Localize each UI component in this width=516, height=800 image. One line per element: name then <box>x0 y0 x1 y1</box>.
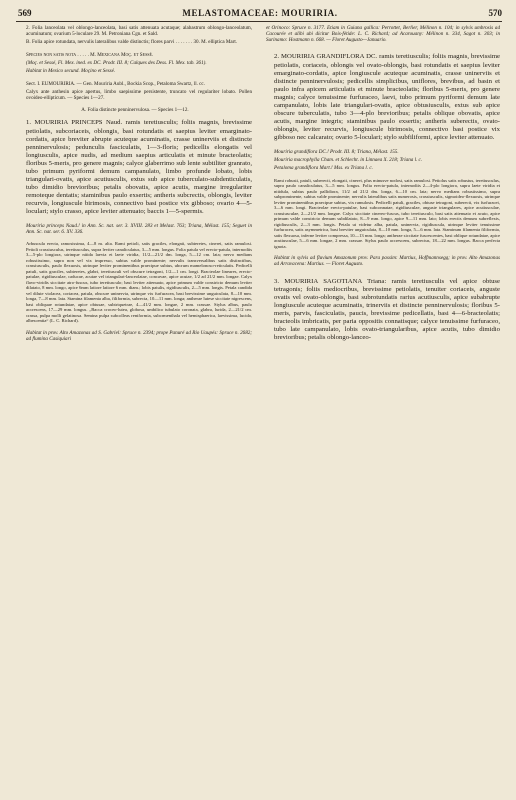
species-2-ref-a: Mouriria grandiflora DC.! Prodr. III. 8; Triana, Mélast. 155. <box>274 148 399 155</box>
species-3-description: 3. MOURIRIA SAGOTIANA Triana: ramis teretiusculis vel apice obtuse tetragonis; foliis mediocribus, brevissime petiolatis, tenuiter coriaceis, anguste ovatis vel ovato-oblongis, basi subrotundatis rarius acutiusculis, apice subabrupte longiuscule acuteque acuminatis, trinerviis et distincte penninervulosis; floribus 5-meris, parvis, fasciculatis, paucis, brevissime pedicellatis, basi 4—6-bracteolatis; bracteolis imbricatis, per paria oppositis connatisque; calyce tenuissime furfuraceo, tubo late campanulato, lobis ovato-triangularibus, apice acutis, tubo dimidio brevioribus; petalis oblongo-lanceo- <box>274 277 500 342</box>
species-uncertain: Species non satis nota . . . . . M. Mexicana Moç. et Sessé. <box>26 51 154 58</box>
header-rule <box>16 21 502 22</box>
key-item-2: 2. Folia lanceolata vel oblongo-lanceolata, basi satis attenuata acutaque; alabastrum oblongo-lanceolatum, acuminatum; ovarium 5-loculare 29. M. Petroniana Cgn. et Sald. <box>26 25 252 38</box>
species-1-references: Mouriria princeps Naud.! in Ann. Sc. nat. ser. 3. XVIII. 283 et Melast. 763; Triana, Mélast. 155; Seguet in Ann. Sc. nat. ser. 6. XV. 336. <box>26 222 252 235</box>
species-2-details: Rami robusti, patuli, suberecti, elongati, cinerei, plus minusve nodosi, satis ramulosi. Petiolus satis robustus, teretiusculus, supra paulo canaliculatus, 3—5 mm. longus. Folia erecto-patula, internodiis 2—4-plo longiora, supra laete viridia et nitidula, subtus paulo pallidiora, 11/2 ad 21/2 dm. longa, 6—10 cm. lata; nervo medians robustissimo, supra subprominente, subtus valde prominente; nervulis lateralibus satis numerosis, crassiusculis, sigmoideo-flexuosis, utrinque leviter prominentibus praecipue subtus, vix ramulosis. Pedicelli patuli, graciles, obtuse tetragoni, suberecti, vix furfuracei, 3—6 mm. longi. Bracteolae erecto-patulae, basi subconnatae, rigidiusculae, anguste triangulares, apice acutiusculae, crassiusculae, 2—21/2 mm. longae. Calyx siccitate cinereo-fuscus, tubo teretiusculo, basi satis attenuato et acuto, apice primum valde constricto demum subdilatato, 8—9 mm. longo, apice 9—11 mm. lato; lobis erectis demum subreflexis, rigidiusculis, 2—3 mm. longis. Petala ut videtur alba, patula, uninervia, rigidiuscula, utrinque leviter tenuissime furfuracea, satis asymmetrica, basi breviter unguiculata, 8—10 mm. longa, 5—6 mm. lata. Staminum filamenta filiformia, satis flexuosa, inferne leviter compressa, 10—13 mm. longa; antherae siccitate fuscescentes, basi oblique rotundatae, apice acutiusculae, 5—6 mm. longae, 2 mm. crassae. Stylus paulo accrescens, subrectus, 18—22 mm. longus. Bacca perfecta ignota. <box>274 177 500 249</box>
left-column <box>18 25 252 344</box>
subsection-heading: A. Folia distincte penninervulosa. — Species 1—12. <box>81 107 189 114</box>
section-description: Calyx ante anthesin apice apertus, limbo saepissime persistente, truncato vel regulariter lobato. Pollen ovoideo-ellipticum. — Species 1—27. <box>26 88 252 101</box>
right-page-number: 570 <box>488 8 502 18</box>
species-2-ref-b: Mouriria macrophylla Cham. et Schlecht. in Linnaea X. 218; Triana l. c. <box>274 156 423 163</box>
section-heading: Sect. I. EUMOURIRIA. — Gen. Mouriria Aubl., Bockia Scop., Petaloma Swartz, ll. cc. <box>26 80 205 87</box>
species-uncertain-habitat: Habitat in Mexico secund. Moçino et Sessé. <box>26 68 116 75</box>
left-page-number: 569 <box>18 8 32 18</box>
species-2-ref-c: Petaloma grandiflora Mart.! Mss. ex Triana l. c. <box>274 165 373 172</box>
page-header <box>18 8 502 20</box>
species-1-habitat-cont: et Orinoco: Spruce n. 3177. Etiam in Guiana gallica: Perrottet, Berlier, Mélinon n. 104; in sylvis umbrosis ad Cacourée et alibi ubi dicitur Bois-fétide: L. C. Richard; ad Acarouany: Mélinon n. 334, Sagot n. 303; in Surinamo: Hostmann n. 668. — Floret Augusto—Januario. <box>266 25 500 44</box>
species-1-description: 1. MOURIRIA PRINCEPS Naud. ramis teretiusculis; foliis magnis, brevissime petiolatis, subcoriaceis, oblongis, basi rotundatis et saepius leviter emarginato-cordatis, apice breviter abrupte acuteque acuminatis, crasse uninerviis et distincte penninervulosis; pedunculis fasciculatis, 1—3-floris; pedicellis elongatis vel longiusculis, apice nudis, ad medium saepius articulatis et minute bracteolatis; floribus 5-meris, pro genere magnis; calyce glaberrimo sub lente subtiliter granrato, tubo primum pyriformi demum campanulato, limbo profunde lobato, lobis triangulari-ovatis, apice acutiusculis, extus sub apice tuberculato-subdenticulatis, tubo dimidio brevioribus; petalis obovatis, apice acutis, margine irregulariter remoteque dentatis; staminibus paulo exsertis; antheris subcrectis, oblongis, leviter recurvis, longiuscule birimosis, connectivo basi postice vix gibboso; ovario 4—5-loculari; stylo crasso, apice leviter attenuato; baccis 1—5-spermis. <box>26 119 252 216</box>
species-2-habitat: Habitat in sylvis ad fluvium Amazonum prov. Para passim: Martius, Hoffmannsegg; in prov. Alto Amazonas ad Arravacena: Martius. — Floret Augusto. <box>274 255 500 268</box>
running-title: MELASTOMACEAE: MOURIRIA. <box>182 8 338 18</box>
species-1-habitat: Habitat in prov. Alto Amazonas ad S. Gabriel: Spruce n. 2394; prope Panuré ad Rio Uaupés: Spruce n. 2682; ad flumina Casiquiari <box>26 329 252 342</box>
key-item-b: B. Folia apice rotundata, nervulis lateralibus valde distinctis; flores parvi . . . . . . . 30. M. elliptica Mart. <box>26 39 238 46</box>
species-1-details: Arbuscula erecta, ramosissima, 4—8 m. alta. Rami petioli, satis graciles, elongati, subteretes, cinerei, satis ramulosi. Petioli crassiusculus, teretiusculus, supra leviter canaliculatus, 3—5 mm. longus. Folia patula vel erecto-patula, internodiis 3—5-plo longiora, utrinque nitida laevia et laete viridia, 11/2—21/2 dm. longa, 5—12 cm. lata; nervo medians robustissimo, supra non vel vix impresso, subtus valde prominente; nervulis transversalibus satis distinctibus, crassiusculis, paulo flexuosis, utrinque leviter prominentibus praecipue subtus, ubcrum mamelonoso-reticulatis. Pedicelli patuli, satis graciles, subteretes, glabri, teretiusculi vel obscure tetragoni, 1/2—1 cm. longi. Bracteolae lineares, erecto-patulae, rigidiusculae, caducae, acutae vel triangulari-lanceolatae, concavae, apice acutae, 1/2 ad 21/2 mm. longae. Calyx flavo-viridis siccitate atro-fuscus, tubo teretiusculo; basi leviter attenuato, apice primum valde constricto demum leviter dilatato, 8 mm. longo, apice 6mm latiore latiore 6 mm. diam.; lobis patulis, rigidiusculis, 2—5 mm. longis. Petala candida vel dilute violacea, coriacea, patula, obscure uninervia, utrinque vix furfuracea, basi brevissime unguiculata, 8—10 mm. longa, 7—8 mm. lata. Stamina filamenta alba, filiformia, subrecta, 10—11 mm. longa; antherae lutese siccitate nigrescens, basi obliquae rotundatae, apice obtusae, subtriquetrae, 4—41/2 mm. longae, 2 mm. crassae. Stylus albus, paulo accrescens, 17—29 mm. longus. „Bacca croceo-lutea, globosa, umbilico tubulato coronata, glabra, lurida, 2—21/2 cm. crassa, pulpa molli gelatinosa. Semina pulpa subcolleas reniformia, subcrmenthala vel hemisphaerica, laevissima, lucida, albescentia“ (L. C. Richard). <box>26 241 252 324</box>
species-uncertain-ref: (Moç. et Sessé, Fl. Mex. ined. ex DC. Prodr. III. 8; Calques des Dess. Fl. Mex. tab. 361). <box>26 59 207 66</box>
right-column <box>266 25 500 345</box>
species-2-description: 2. MOURIRIA GRANDIFLORA DC. ramis teretiusculis; foliis magnis, brevissime petiolatis, coriaceis, oblongis vel ovato-oblongis, basi rotundatis et saepius leviter emarginato-cordatis, apice longiuscule acuteque acuminatis, crasse uninerviis et distincte penninervulosis; pedicellis simplicibus, uniflores, brevibus, ad basin et paulo infra apicem articulatis et minute bracteolatis; floribus 5-meris, pro genere magnis; calyce tenuissime furfuraceo, laevi, tubo primum pyriformi demum late campanulato, lobis late triangulari-ovatis, apice obtusiusculis, extus sub apice obscure tuberculatis, tubo 3—4-plo brevioribus; petalis oblique obovatis, apice acutis, margine integris; staminibus paulo exsertis; antheris suberectis, ovato-oblongis, leviter recurvis, longiuscule birimosis, connectivo basi postice vix gibboso nec calcarato; ovario 5-loculari; stylo subfiliformi, apice leviter attenuato. <box>274 53 500 142</box>
